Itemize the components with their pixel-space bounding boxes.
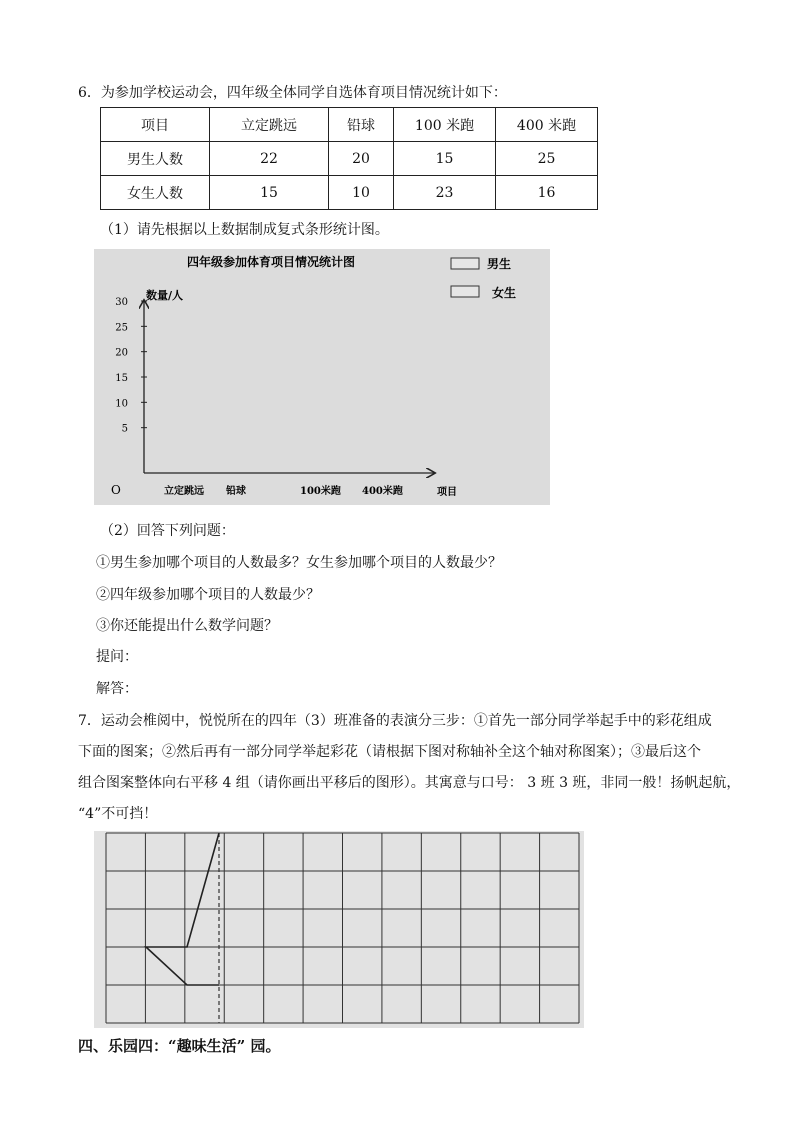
table-cell: 男生人数 [101, 142, 210, 176]
table-row [101, 142, 598, 176]
table-cell: 400 米跑 [496, 108, 598, 142]
table-cell: 女生人数 [101, 176, 210, 210]
legend-swatch-male [451, 258, 479, 269]
q7-line2: 下面的图案；②然后再有一部分同学举起彩花（请根据下图对称轴补全这个轴对称图案）；③最后这个 [78, 744, 701, 760]
q6-part2: （2）回答下列问题： [100, 523, 235, 539]
x-category-label: 铅球 [226, 486, 246, 497]
q6-sub3: ③你还能提出什么数学问题？ [96, 618, 278, 634]
q7-line4: “4”不可挡！ [78, 806, 158, 822]
legend-label-male: 男生 [487, 257, 512, 271]
x-category-label: 立定跳远 [164, 486, 204, 497]
table-header-row [101, 108, 598, 142]
legend-label-female: 女生 [492, 286, 517, 300]
y-tick-label: 15 [115, 373, 128, 384]
table-row [101, 176, 598, 210]
table-cell: 铅球 [329, 108, 394, 142]
q6-intro: 6．为参加学校运动会，四年级全体同学自选体育项目情况统计如下： [78, 85, 507, 101]
stats-table [100, 107, 598, 210]
q6-sub2: ②四年级参加哪个项目的人数最少？ [96, 587, 320, 603]
table-cell: 项目 [101, 108, 210, 142]
q6-answer: 解答： [96, 681, 138, 697]
y-tick-label: 25 [115, 322, 128, 334]
q6-part1: （1）请先根据以上数据制成复式条形统计图。 [100, 222, 389, 238]
y-axis-label: 数量/人 [146, 289, 184, 302]
q7-line3: 组合图案整体向右平移 4 组（请你画出平移后的图形）。其寓意与口号： 3 班 3 班，非同一般！扬帆起航， [78, 775, 741, 791]
table-cell: 15 [210, 176, 329, 210]
symmetry-grid [94, 831, 584, 1028]
y-tick-label: 5 [121, 423, 128, 435]
y-tick-label: 20 [115, 347, 128, 359]
chart-title: 四年级参加体育项目情况统计图 [187, 255, 356, 269]
x-category-label: 100米跑 [300, 486, 341, 497]
table-cell: 16 [496, 176, 598, 210]
q7-line1: 7．运动会椎阅中，悦悦所在的四年（3）班准备的表演分三步：①首先一部分同学举起手中的彩花组成 [78, 713, 712, 729]
grid-photo [94, 831, 584, 1028]
table-cell: 15 [394, 142, 496, 176]
bar-chart [94, 249, 550, 505]
table-cell: 10 [329, 176, 394, 210]
table-cell: 20 [329, 142, 394, 176]
table-cell: 25 [496, 142, 598, 176]
y-tick-label: 10 [115, 398, 128, 410]
x-axis-label: 项目 [437, 487, 457, 498]
table-cell: 22 [210, 142, 329, 176]
table-cell: 立定跳远 [210, 108, 329, 142]
origin-label: O [111, 483, 121, 497]
chart-photo [94, 249, 550, 505]
x-category-label: 400米跑 [362, 486, 403, 497]
table-cell: 23 [394, 176, 496, 210]
section4-heading: 四、乐园四：“趣味生活” 园。 [78, 1037, 281, 1055]
legend-swatch-female [451, 286, 479, 297]
y-tick-label: 30 [115, 297, 128, 308]
q6-ask: 提问： [96, 649, 138, 665]
q6-sub1: ①男生参加哪个项目的人数最多？女生参加哪个项目的人数最少？ [96, 555, 502, 571]
table-cell: 100 米跑 [394, 108, 496, 142]
